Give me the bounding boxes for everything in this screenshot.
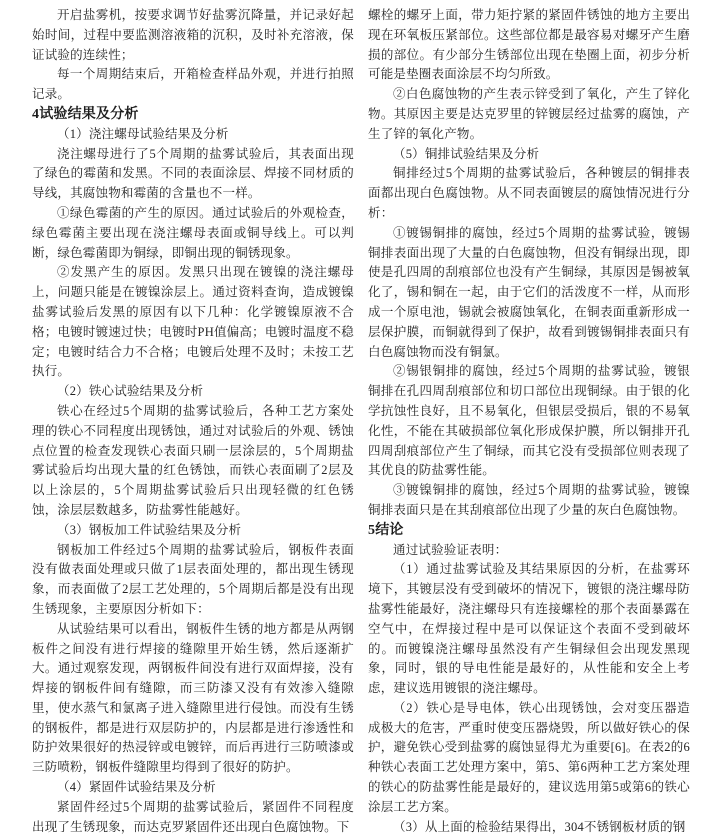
paragraph: 铁心在经过5个周期的盐雾试验后，各种工艺方案处理的铁心不同程度出现锈蚀，通过对试验后的外观、锈蚀点位置的检查发现铁心表面只刷一层涂层的，5个周期盐雾试验后均出现大量的红色锈蚀，而铁心表面刷了2层及以上涂层的，5个周期盐雾试验后只出现轻微的红色锈蚀，涂层层数越多，防盐雾性能越好。 <box>32 403 354 517</box>
subsection-heading-cast-nut: （1）浇注螺母试验结果及分析 <box>57 126 229 141</box>
paragraph: （2）铁心是导电体，铁心出现锈蚀，会对变压器造成极大的危害，严重时使变压器烧毁，所以做好铁心的保护，避免铁心受到盐雾的腐蚀显得尤为重要[6]。在表2的6种铁心表面工艺处理方案中，第5、第6两种工艺方案处理的铁心的防盐雾性能是最好的，建议选用第5或第6的铁心涂层工艺方案。 <box>368 700 690 814</box>
paragraph-continuation: 螺栓的螺牙上面，带力矩拧紧的紧固件锈蚀的地方主要出现在环氧板压紧部位。这些部位都是最容易对螺牙产生磨损的部位。有少部分生锈部位出现在垫圈上面，初步分析可能是垫圈表面涂层不均匀所致。 <box>368 8 690 82</box>
subsection-heading-fasteners: （4）紧固件试验结果及分析 <box>57 780 216 795</box>
paragraph: ②锡银铜排的腐蚀，经过5个周期的盐雾试验，镀银铜排在孔四周刮痕部位和切口部位出现铜绿。由于银的化学抗蚀性良好，且不易氧化，但银层受损后，银的不易氧化性，不能在其破损部位氧化形成保护膜，所以铜排开孔四周刮痕部位产生了铜绿，而其它没有受损部位则表现了其优良的防盐雾性能。 <box>368 364 690 478</box>
subsection-heading-copper-busbar: （5）铜排试验结果及分析 <box>393 146 540 161</box>
paragraph: 浇注螺母进行了5个周期的盐雾试验后，其表面出现了绿色的霉菌和发黑。不同的表面涂层、焊接不同材质的导线，其腐蚀物和霉菌的含量也不一样。 <box>32 146 354 201</box>
section-heading-results: 4试验结果及分析 <box>32 106 139 122</box>
paragraph: ①绿色霉菌的产生的原因。通过试验后的外观检查，绿色霉菌主要出现在浇注螺母表面或铜导线上。可以判断，绿色霉菌即为铜绿，即铜出现的铜锈现象。 <box>32 205 354 260</box>
subsection-heading-iron-core: （2）铁心试验结果及分析 <box>57 384 204 399</box>
paragraph: 开启盐雾机，按要求调节好盐雾沉降量，并记录好起始时间，过程中要监测溶液箱的沉积，及时补充溶液，保证试验的连续性； <box>32 8 354 62</box>
paragraph: 通过试验验证表明： <box>393 542 508 557</box>
right-column <box>368 6 690 832</box>
paragraph: 从试验结果可以看出，钢板件生锈的地方都是从两钢板件之间没有进行焊接的缝隙里开始生锈，然后逐渐扩大。通过观察发现，两钢板件间没有进行双面焊接，没有焊接的钢板件间有缝隙，而三防漆又没有有效渗入缝隙里，使水蒸气和氯离子进入缝隙里进行侵蚀。而没有生锈的钢板件，都是进行双层防护的，内层都是进行渗透性和防护效果很好的热浸锌或电镀锌，而后再进行三防喷漆或三防喷粉，钢板件缝隙里均得到了很好的防护。 <box>32 621 354 775</box>
paragraph: 紧固件经过5个周期的盐雾试验后，紧固件不同程度出现了生锈现象，而达克罗紧固件还出现白色腐蚀物。下 <box>32 799 354 834</box>
paragraph: （1）通过盐雾试验及其结果原因的分析，在盐雾环境下，其镀层没有受到破坏的情况下，镀银的浇注螺母防盐雾性能最好，浇注螺母只有连接螺栓的那个表面暴露在空气中，在焊接过程中是可以保证这个表面不受到破坏的。而镀镍浇注螺母虽然没有产生铜绿但会出现发黑现象，同时，银的导电性能是最好的，从性能和安全上考虑，建议选用镀银的浇注螺母。 <box>368 562 690 696</box>
section-heading-conclusion: 5结论 <box>368 522 404 538</box>
left-column <box>32 6 354 832</box>
paragraph: ③镀镍铜排的腐蚀，经过5个周期的盐雾试验，镀镍铜排表面只是在其刮痕部位出现了少量的灰白色腐蚀物。 <box>368 483 690 517</box>
paragraph: ②发黑产生的原因。发黑只出现在镀镍的浇注螺母上，问题只能是在镀镍涂层上。通过资料查询，造成镀镍盐雾试验后发黑的原因有以下几种：化学镀镍原液不合格；电镀时镀速过快；电镀时PH值偏高；电镀时温度不稳定；电镀时结合力不合格；电镀后处理不及时；未按工艺执行。 <box>32 265 354 379</box>
paragraph: 每一个周期结束后，开箱检查样品外观，并进行拍照记录。 <box>32 67 354 102</box>
paragraph: ②白色腐蚀物的产生表示锌受到了氧化，产生了锌化物。其原因主要是达克罗里的锌镀层经过盐雾的腐蚀，产生了锌的氧化产物。 <box>368 87 690 141</box>
paragraph: 铜排经过5个周期的盐雾试验后，各种镀层的铜排表面都出现白色腐蚀物。从不同表面镀层的腐蚀情况进行分析： <box>368 166 690 220</box>
paragraph: （3）从上面的检验结果得出，304不锈钢板材质的钢 <box>393 819 686 834</box>
paragraph: 钢板加工件经过5个周期的盐雾试验后，钢板件表面没有做表面处理或只做了1层表面处理的，都出现生锈现象，而表面做了2层工艺处理的，5个周期后都是没有出现生锈现象，主要原因分析如下： <box>32 542 354 616</box>
paragraph: ①镀锡铜排的腐蚀，经过5个周期的盐雾试验，镀锡铜排表面出现了大量的白色腐蚀物，但没有铜绿出现，即使是孔四周的刮痕部位也没有产生铜绿，其原因是锡被氧化了，锡和铜在一起，由于它们的活泼度不一样，从而形成一个原电池，锡就会被腐蚀氧化，在铜表面重新形成一层保护膜，而铜就得到了保护，故看到镀锡铜排表面只有白色腐蚀物而没有铜氯。 <box>368 225 690 359</box>
subsection-heading-steel-plate: （3）钢板加工件试验结果及分析 <box>57 522 242 537</box>
